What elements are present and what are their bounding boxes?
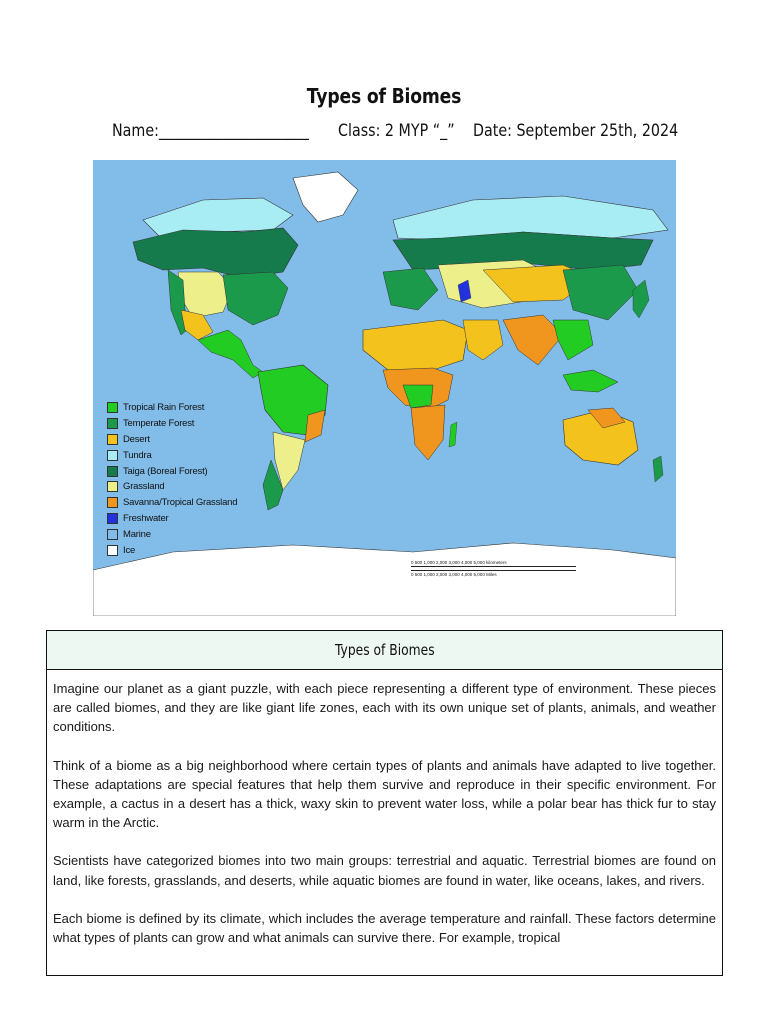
legend-item [107,495,237,511]
legend-swatch [107,434,118,445]
legend-label: Tropical Rain Forest [123,402,205,414]
legend-item [107,432,237,448]
scale-mi-label: 0 500 1,000 2,000 3,000 4,000 5,000 Miles [411,572,497,577]
europe-temperate [383,268,438,310]
sahara-desert [363,320,468,370]
madagascar [449,422,457,447]
legend-swatch [107,497,118,508]
page-title: Types of Biomes [306,84,462,108]
central-america [198,330,263,378]
paragraph: Each biome is defined by its climate, which includes the average temperature and rainfall. These factors determine what types of plants can grow and what animals can survive there. For example, tropical [53,910,716,946]
new-zealand [653,456,663,482]
legend-label: Grassland [123,481,165,493]
legend-swatch [107,545,118,556]
legend-item [107,526,237,542]
north-america-temperate [223,272,288,325]
legend-swatch [107,402,118,413]
legend-item [107,400,237,416]
arabian-desert [463,320,503,360]
legend-item [107,511,237,527]
legend-item [107,463,237,479]
south-america-savanna [305,410,325,442]
legend-swatch [107,418,118,429]
class-field: Class: 2 MYP “_” [338,121,455,141]
east-asia-temperate [563,265,638,320]
paragraph: Scientists have categorized biomes into two main groups: terrestrial and aquatic. Terrestrial biomes are found on land, like forests, grasslands, and deserts, while aquatic biomes are found in water, like oceans, lakes, and rivers. [53,853,716,888]
scale-km-label: 0 500 1,000 2,000 3,000 4,000 5,000 kilometers [411,560,507,565]
north-america-taiga [133,228,298,278]
southern-africa [411,405,445,460]
biome-world-map [93,160,676,616]
paragraph: Think of a biome as a big neighborhood where certain types of plants and animals have adapted to live together. These adaptations are special features that help them survive and reproduce in their specific environment. For example, a cactus in a desert has a thick, waxy skin to prevent water loss, while a polar bear has thick fur to stay warm in the Arctic. [53,757,716,831]
legend-label: Marine [123,528,151,540]
map-scale [411,560,576,577]
greenland [293,172,358,222]
legend-swatch [107,466,118,477]
map-legend [107,400,237,558]
legend-swatch [107,529,118,540]
date-field: Date: September 25th, 2024 [473,121,679,141]
scale-bar [411,566,576,571]
legend-label: Ice [123,544,136,556]
legend-swatch [107,481,118,492]
southeast-asia [553,320,593,360]
legend-label: Taiga (Boreal Forest) [123,465,208,477]
legend-label: Temperate Forest [123,418,195,430]
indonesia [563,370,618,392]
legend-swatch [107,513,118,524]
legend-item [107,542,237,558]
legend-item [107,479,237,495]
legend-item [107,416,237,432]
legend-label: Desert [123,433,150,445]
info-box [46,630,723,976]
legend-label: Freshwater [123,512,169,524]
info-box-body [47,670,722,947]
info-box-heading: Types of Biomes [334,641,435,659]
info-box-header [47,631,722,670]
name-field: Name:_____________________ [112,121,309,141]
legend-swatch [107,450,118,461]
legend-label: Savanna/Tropical Grassland [123,497,238,509]
legend-item [107,447,237,463]
legend-label: Tundra [123,449,152,461]
paragraph: Imagine our planet as a giant puzzle, with each piece representing a different type of environment. These pieces are called biomes, and they are like giant life zones, each with its own unique set of plants, animals, and weather conditions. [53,681,716,735]
